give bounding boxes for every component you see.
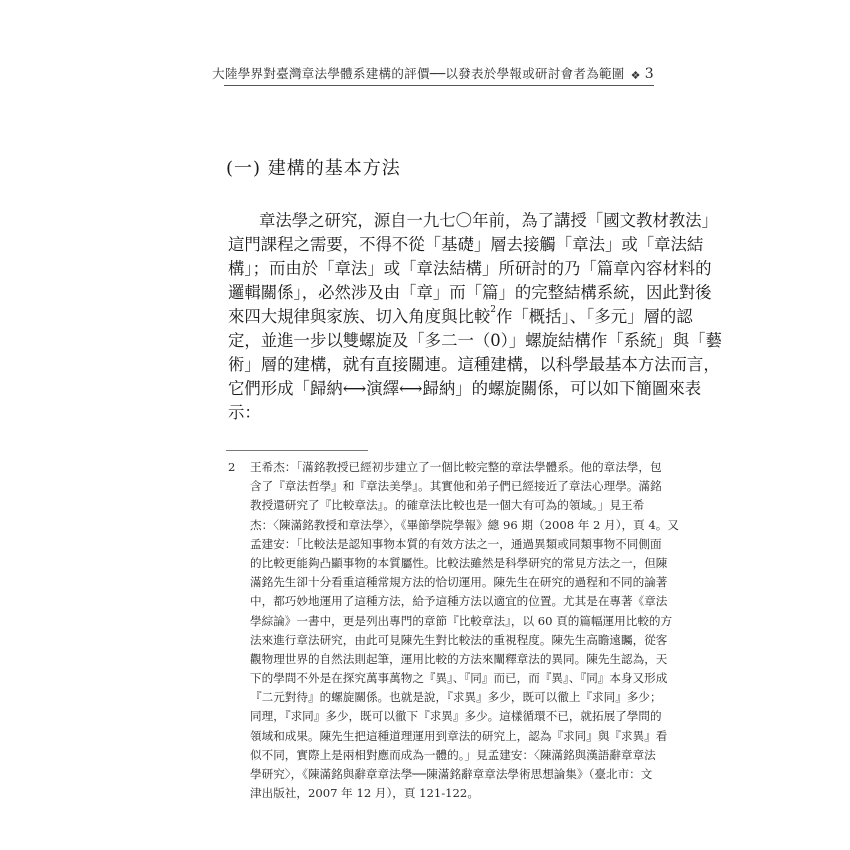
footnote-line: 領域和成果。陳先生把這種道理運用到章法的研究上，認為『求同』與『求異』看 — [250, 728, 668, 743]
footnote-line: 學綜論》一書中，更是列出專門的章節『比較章法』，以 60 頁的篇幅運用比較的方 — [250, 613, 673, 628]
footnote-line: 滿銘先生卻十分看重這種常規方法的恰切運用。陳先生在研究的過程和不同的論著 — [250, 575, 668, 590]
running-header — [212, 58, 654, 82]
footnote-line: 津出版社，2007 年 12 月），頁 121-122。 — [250, 786, 479, 801]
body-paragraph — [228, 209, 722, 425]
footnote — [228, 458, 679, 803]
body-line: 定，並進一步以雙螺旋及「多二一（0）」螺旋結構作「系統」與「藝 — [228, 331, 722, 350]
ornament-icon: ❖ — [630, 69, 641, 82]
body-line-with-footnote — [228, 305, 693, 329]
running-title: 大陸學界對臺灣章法學體系建構的評價──以發表於學報或研討會者為範圍 — [212, 66, 625, 81]
footnote-number: 2 — [228, 460, 236, 474]
footnote-line: 中，都巧妙地運用了這種方法，給予這種方法以適宜的位置。尤其是在專著《章法 — [250, 594, 668, 609]
body-text-segment: 作「概括」、「多元」層的認 — [495, 307, 693, 326]
footnote-reference[interactable]: 2 — [490, 305, 496, 315]
body-line: 術」層的建構，就有直接關連。這種建構，以科學最基本方法而言， — [228, 355, 720, 374]
footnote-line: 法來進行章法研究，由此可見陳先生對比較法的重視程度。陳先生高瞻遠矚，從客 — [250, 632, 668, 647]
body-line: 章法學之研究，源自一九七〇年前，為了講授「國文教材教法」 — [259, 211, 718, 230]
body-line: 它們形成「歸納⟷演繹⟷歸納」的螺旋關係，可以如下簡圖來表 — [228, 379, 702, 398]
page-number: 3 — [644, 66, 654, 82]
footnote-line: 學研究〉，《陳滿銘與辭章章法學──陳滿銘辭章章法學術思想論集》（臺北市：文 — [250, 767, 653, 781]
footnote-line: 孟建安：「比較法是認知事物本質的有效方法之一，通過異類或同類事物不同側面 — [250, 536, 662, 551]
footnote-line: 教授還研究了『比較章法』。的確章法比較也是一個大有可為的領域。」見王希 — [250, 498, 645, 513]
footnote-line: 下的學問不外是在探究萬事萬物之『異』、『同』而已，而『異』、『同』本身又形成 — [250, 671, 668, 686]
section-heading: (一) 建構的基本方法 — [226, 158, 401, 179]
body-line: 邏輯關係」，必然涉及由「章」而「篇」的完整結構系統，因此對後 — [228, 283, 712, 302]
header-divider — [224, 85, 654, 86]
body-line: 構」；而由於「章法」或「章法結構」所研討的乃「篇章內容材料的 — [228, 259, 712, 278]
footnote-line: 杰：〈陳滿銘教授和章法學〉，《畢節學院學報》總 96 期（2008 年 2 月），頁 4。又 — [250, 517, 679, 532]
footnote-line: 觀物理世界的自然法則起筆，運用比較的方法來闡釋章法的異同。陳先生認為，天 — [250, 651, 668, 666]
footnote-line: 似不同，實際上是兩相對應而成為一體的。」見孟建安：〈陳滿銘與漢語辭章章法 — [250, 747, 656, 762]
body-line: 這門課程之需要，不得不從「基礎」層去接觸「章法」或「章法結 — [228, 235, 704, 254]
footnote-line: 含了『章法哲學』和『章法美學』。其實他和弟子們已經接近了章法心理學。滿銘 — [250, 479, 662, 494]
footnote-text: 王希杰：「滿銘教授已經初步建立了一個比較完整的章法學體系。他的章法學，包 — [250, 460, 662, 474]
footnote-divider — [226, 450, 368, 451]
body-line: 示： — [228, 403, 261, 422]
footnote-line — [228, 458, 662, 477]
footnote-line: 同理，『求同』多少，既可以徹下『求異』多少。這樣循環不已，就拓展了學問的 — [250, 709, 662, 724]
footnote-line: 『二元對待』的螺旋關係。也就是說，『求異』多少，既可以徹上『求同』多少； — [250, 690, 662, 705]
body-text-segment: 來四大規律與家族、切入角度與比較 — [228, 307, 491, 326]
footnote-line: 的比較更能夠凸顯事物的本質屬性。比較法雖然是科學研究的常見方法之一，但陳 — [250, 555, 668, 570]
